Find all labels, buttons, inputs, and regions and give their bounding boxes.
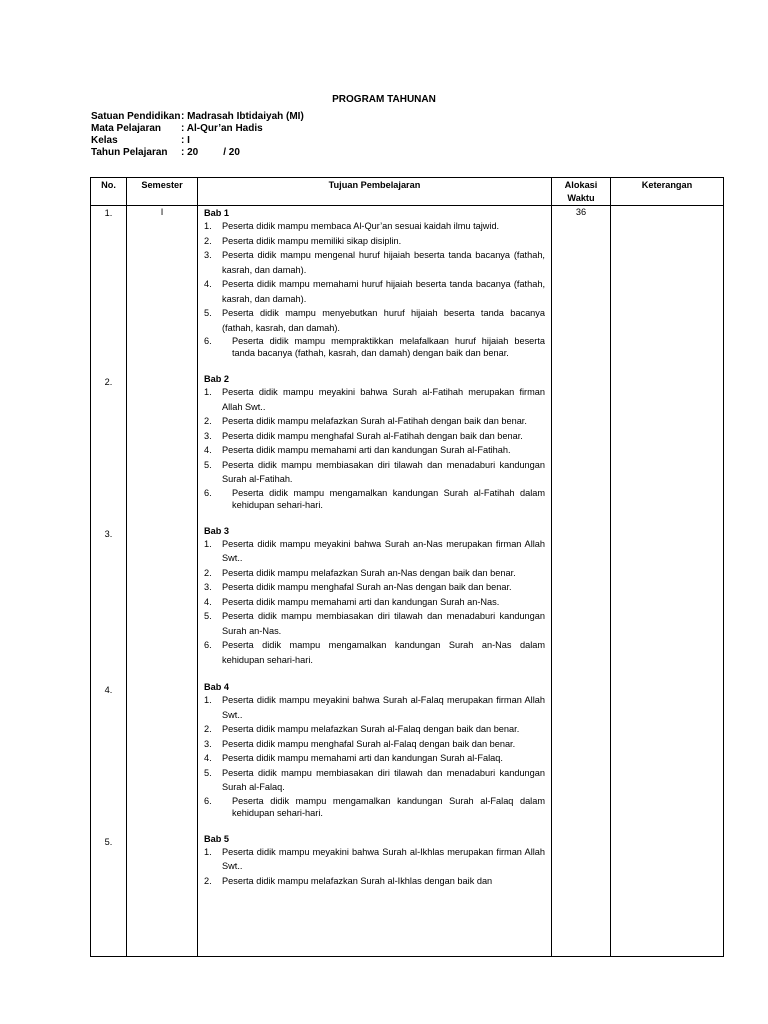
bab-title: Bab 3 <box>204 525 230 536</box>
list-item-text: Peserta didik mampu membaca Al-Qur’an sesuai kaidah ilmu tajwid. <box>222 221 500 231</box>
list-item-number: 3. <box>204 738 212 749</box>
list-item-number: 1. <box>204 387 212 397</box>
list-item-text: Peserta didik mampu memahami huruf hijaiah beserta tanda bacanya (fathah, kasrah, dan damah). <box>222 279 545 304</box>
list-item-number: 2. <box>204 235 212 246</box>
list-item <box>204 595 545 610</box>
list-item <box>204 458 545 487</box>
list-item-text: Peserta didik mampu mengamalkan kandungan Surah al-Falaq dalam kehidupan sehari-hari. <box>232 795 545 818</box>
page-title: PROGRAM TAHUNAN <box>332 94 436 105</box>
tujuan-cell <box>198 206 552 957</box>
no-cell <box>91 206 127 957</box>
bab-section <box>204 373 545 511</box>
list-item-text: Peserta didik mampu melafazkan Surah an-Nas dengan baik dan benar. <box>222 567 516 578</box>
meta-row-mapel <box>91 123 304 135</box>
list-item-number: 5. <box>204 767 212 778</box>
row-number: 1. <box>104 208 113 218</box>
meta-value: : I <box>181 135 190 146</box>
list-item <box>204 537 545 566</box>
keterangan-cell <box>611 206 724 957</box>
list-item-number: 3. <box>204 430 212 441</box>
meta-key: Tahun Pelajaran <box>91 147 168 158</box>
header-no: No. <box>91 178 127 206</box>
list-item-number: 4. <box>204 445 212 455</box>
list-item-text: Peserta didik mampu mengamalkan kandungan Surah al-Fatihah dalam kehidupan sehari-hari. <box>232 487 545 510</box>
list-item <box>204 693 545 722</box>
list-item <box>204 277 545 306</box>
list-item <box>204 874 545 889</box>
list-item-text: Peserta didik mampu mengamalkan kandungan Surah an-Nas dalam kehidupan sehari-hari. <box>222 640 545 665</box>
list-item-text: Peserta didik mampu meyakini bahwa Surah al-Fatihah merupakan firman Allah Swt.. <box>222 387 545 412</box>
list-item-text: Peserta didik mampu memiliki sikap disiplin. <box>222 235 402 246</box>
list-item-number: 6. <box>204 487 212 498</box>
meta-row-satuan <box>91 111 304 123</box>
bab-section <box>204 525 545 668</box>
list-item <box>204 335 545 359</box>
list-item-number: 3. <box>204 582 212 592</box>
list-item-text: Peserta didik mampu melafazkan Surah al-Ikhlas dengan baik dan <box>222 875 493 886</box>
list-item-text: Peserta didik mampu memahami arti dan kandungan Surah al-Fatihah. <box>222 445 511 455</box>
list-item-text: Peserta didik mampu menyebutkan huruf hijaiah beserta tanda bacanya (fathah, kasrah, dan damah). <box>222 308 545 333</box>
table-row <box>91 206 724 957</box>
row-number: 5. <box>104 836 113 847</box>
list-item-number: 4. <box>204 279 212 289</box>
list-item-number: 6. <box>204 795 212 806</box>
meta-key: Mata Pelajaran <box>91 123 162 134</box>
bab-section <box>204 681 545 819</box>
meta-value: : Al-Qur’an Hadis <box>181 123 263 134</box>
list-item <box>204 638 545 667</box>
list-item-text: Peserta didik mampu membiasakan diri tilawah dan menadaburi kandungan Surah al-Fatihah. <box>222 459 545 484</box>
list-item-text: Peserta didik mampu meyakini bahwa Surah al-Ikhlas merupakan firman Allah Swt.. <box>222 846 545 871</box>
list-item-text: Peserta didik mampu membiasakan diri tilawah dan menadaburi kandungan Surah an-Nas. <box>222 611 545 636</box>
meta-value: : 20 / 20 <box>181 147 240 158</box>
semester-cell <box>127 206 198 957</box>
list-item-number: 4. <box>204 753 212 763</box>
meta-key: Kelas <box>91 135 118 146</box>
list-item-text: Peserta didik mampu meyakini bahwa Surah al-Falaq merupakan firman Allah Swt.. <box>222 695 545 720</box>
list-item-number: 5. <box>204 459 212 470</box>
list-item-number: 1. <box>204 221 212 231</box>
document-meta <box>91 111 304 159</box>
list-item <box>204 845 545 874</box>
program-table <box>90 177 724 957</box>
list-item <box>204 306 545 335</box>
bab-title: Bab 5 <box>204 833 230 844</box>
semester-value: I <box>160 207 164 217</box>
list-item-text: Peserta didik mampu meyakini bahwa Surah an-Nas merupakan firman Allah Swt.. <box>222 538 545 563</box>
list-item-number: 5. <box>204 308 212 318</box>
list-item-text: Peserta didik mampu memahami arti dan kandungan Surah an-Nas. <box>222 596 500 607</box>
list-item-number: 2. <box>204 416 212 426</box>
list-item <box>204 487 545 511</box>
bab-title: Bab 4 <box>204 682 230 692</box>
meta-row-tahun <box>91 147 304 159</box>
row-number: 2. <box>104 377 113 387</box>
list-item-number: 2. <box>204 724 212 734</box>
row-numbers <box>91 206 126 956</box>
list-item-number: 6. <box>204 336 212 346</box>
list-item-number: 1. <box>204 538 212 549</box>
list-item-text: Peserta didik mampu memahami arti dan kandungan Surah al-Falaq. <box>222 753 503 763</box>
list-item-text: Peserta didik mampu melafazkan Surah al-Fatihah dengan baik dan benar. <box>222 416 527 426</box>
alokasi-cell <box>552 206 611 957</box>
list-item <box>204 737 545 752</box>
list-item-number: 3. <box>204 250 212 260</box>
list-item-number: 2. <box>204 875 212 886</box>
meta-key: Satuan Pendidikan <box>91 111 181 122</box>
meta-row-kelas <box>91 135 304 147</box>
list-item-number: 5. <box>204 611 212 621</box>
bab-title: Bab 2 <box>204 374 230 384</box>
header-alokasi <box>552 178 611 206</box>
list-item-number: 1. <box>204 846 212 857</box>
row-number: 3. <box>104 528 113 539</box>
list-item <box>204 766 545 795</box>
list-item-number: 4. <box>204 596 212 607</box>
bab-section <box>204 207 545 359</box>
list-item-number: 2. <box>204 567 212 578</box>
list-item-text: Peserta didik mampu mempraktikkan melafalkaan huruf hijaiah beserta tanda bacanya (fathah, kasrah, dan damah) dengan baik dan benar. <box>232 336 545 358</box>
list-item-text: Peserta didik mampu menghafal Surah al-Fatihah dengan baik dan benar. <box>222 430 523 441</box>
row-number: 4. <box>104 685 113 695</box>
list-item <box>204 234 545 249</box>
list-item <box>204 248 545 277</box>
header-keterangan: Keterangan <box>611 178 724 206</box>
header-semester: Semester <box>127 178 198 206</box>
list-item-number: 6. <box>204 640 212 650</box>
list-item <box>204 443 545 458</box>
header-alokasi-label: Alokasi Waktu <box>564 180 598 203</box>
list-item-text: Peserta didik mampu membiasakan diri tilawah dan menadaburi kandungan Surah al-Falaq. <box>222 767 545 792</box>
list-item <box>204 429 545 444</box>
table-header-row <box>91 178 724 206</box>
list-item-number: 1. <box>204 695 212 705</box>
list-item <box>204 385 545 414</box>
list-item <box>204 566 545 581</box>
tujuan-list <box>198 207 551 888</box>
list-item <box>204 580 545 595</box>
list-item <box>204 795 545 819</box>
list-item <box>204 219 545 234</box>
header-tujuan: Tujuan Pembelajaran <box>198 178 552 206</box>
list-item <box>204 414 545 429</box>
bab-title: Bab 1 <box>204 208 230 218</box>
bab-section <box>204 833 545 889</box>
list-item-text: Peserta didik mampu melafazkan Surah al-Falaq dengan baik dan benar. <box>222 724 520 734</box>
list-item <box>204 722 545 737</box>
list-item <box>204 751 545 766</box>
list-item-text: Peserta didik mampu mengenal huruf hijaiah beserta tanda bacanya (fathah, kasrah, dan damah). <box>222 250 545 275</box>
meta-value: : Madrasah Ibtidaiyah (MI) <box>181 111 304 122</box>
list-item-text: Peserta didik mampu menghafal Surah al-Falaq dengan baik dan benar. <box>222 738 516 749</box>
list-item-text: Peserta didik mampu menghafal Surah an-Nas dengan baik dan benar. <box>222 582 512 592</box>
list-item <box>204 609 545 638</box>
alokasi-value: 36 <box>575 207 587 217</box>
